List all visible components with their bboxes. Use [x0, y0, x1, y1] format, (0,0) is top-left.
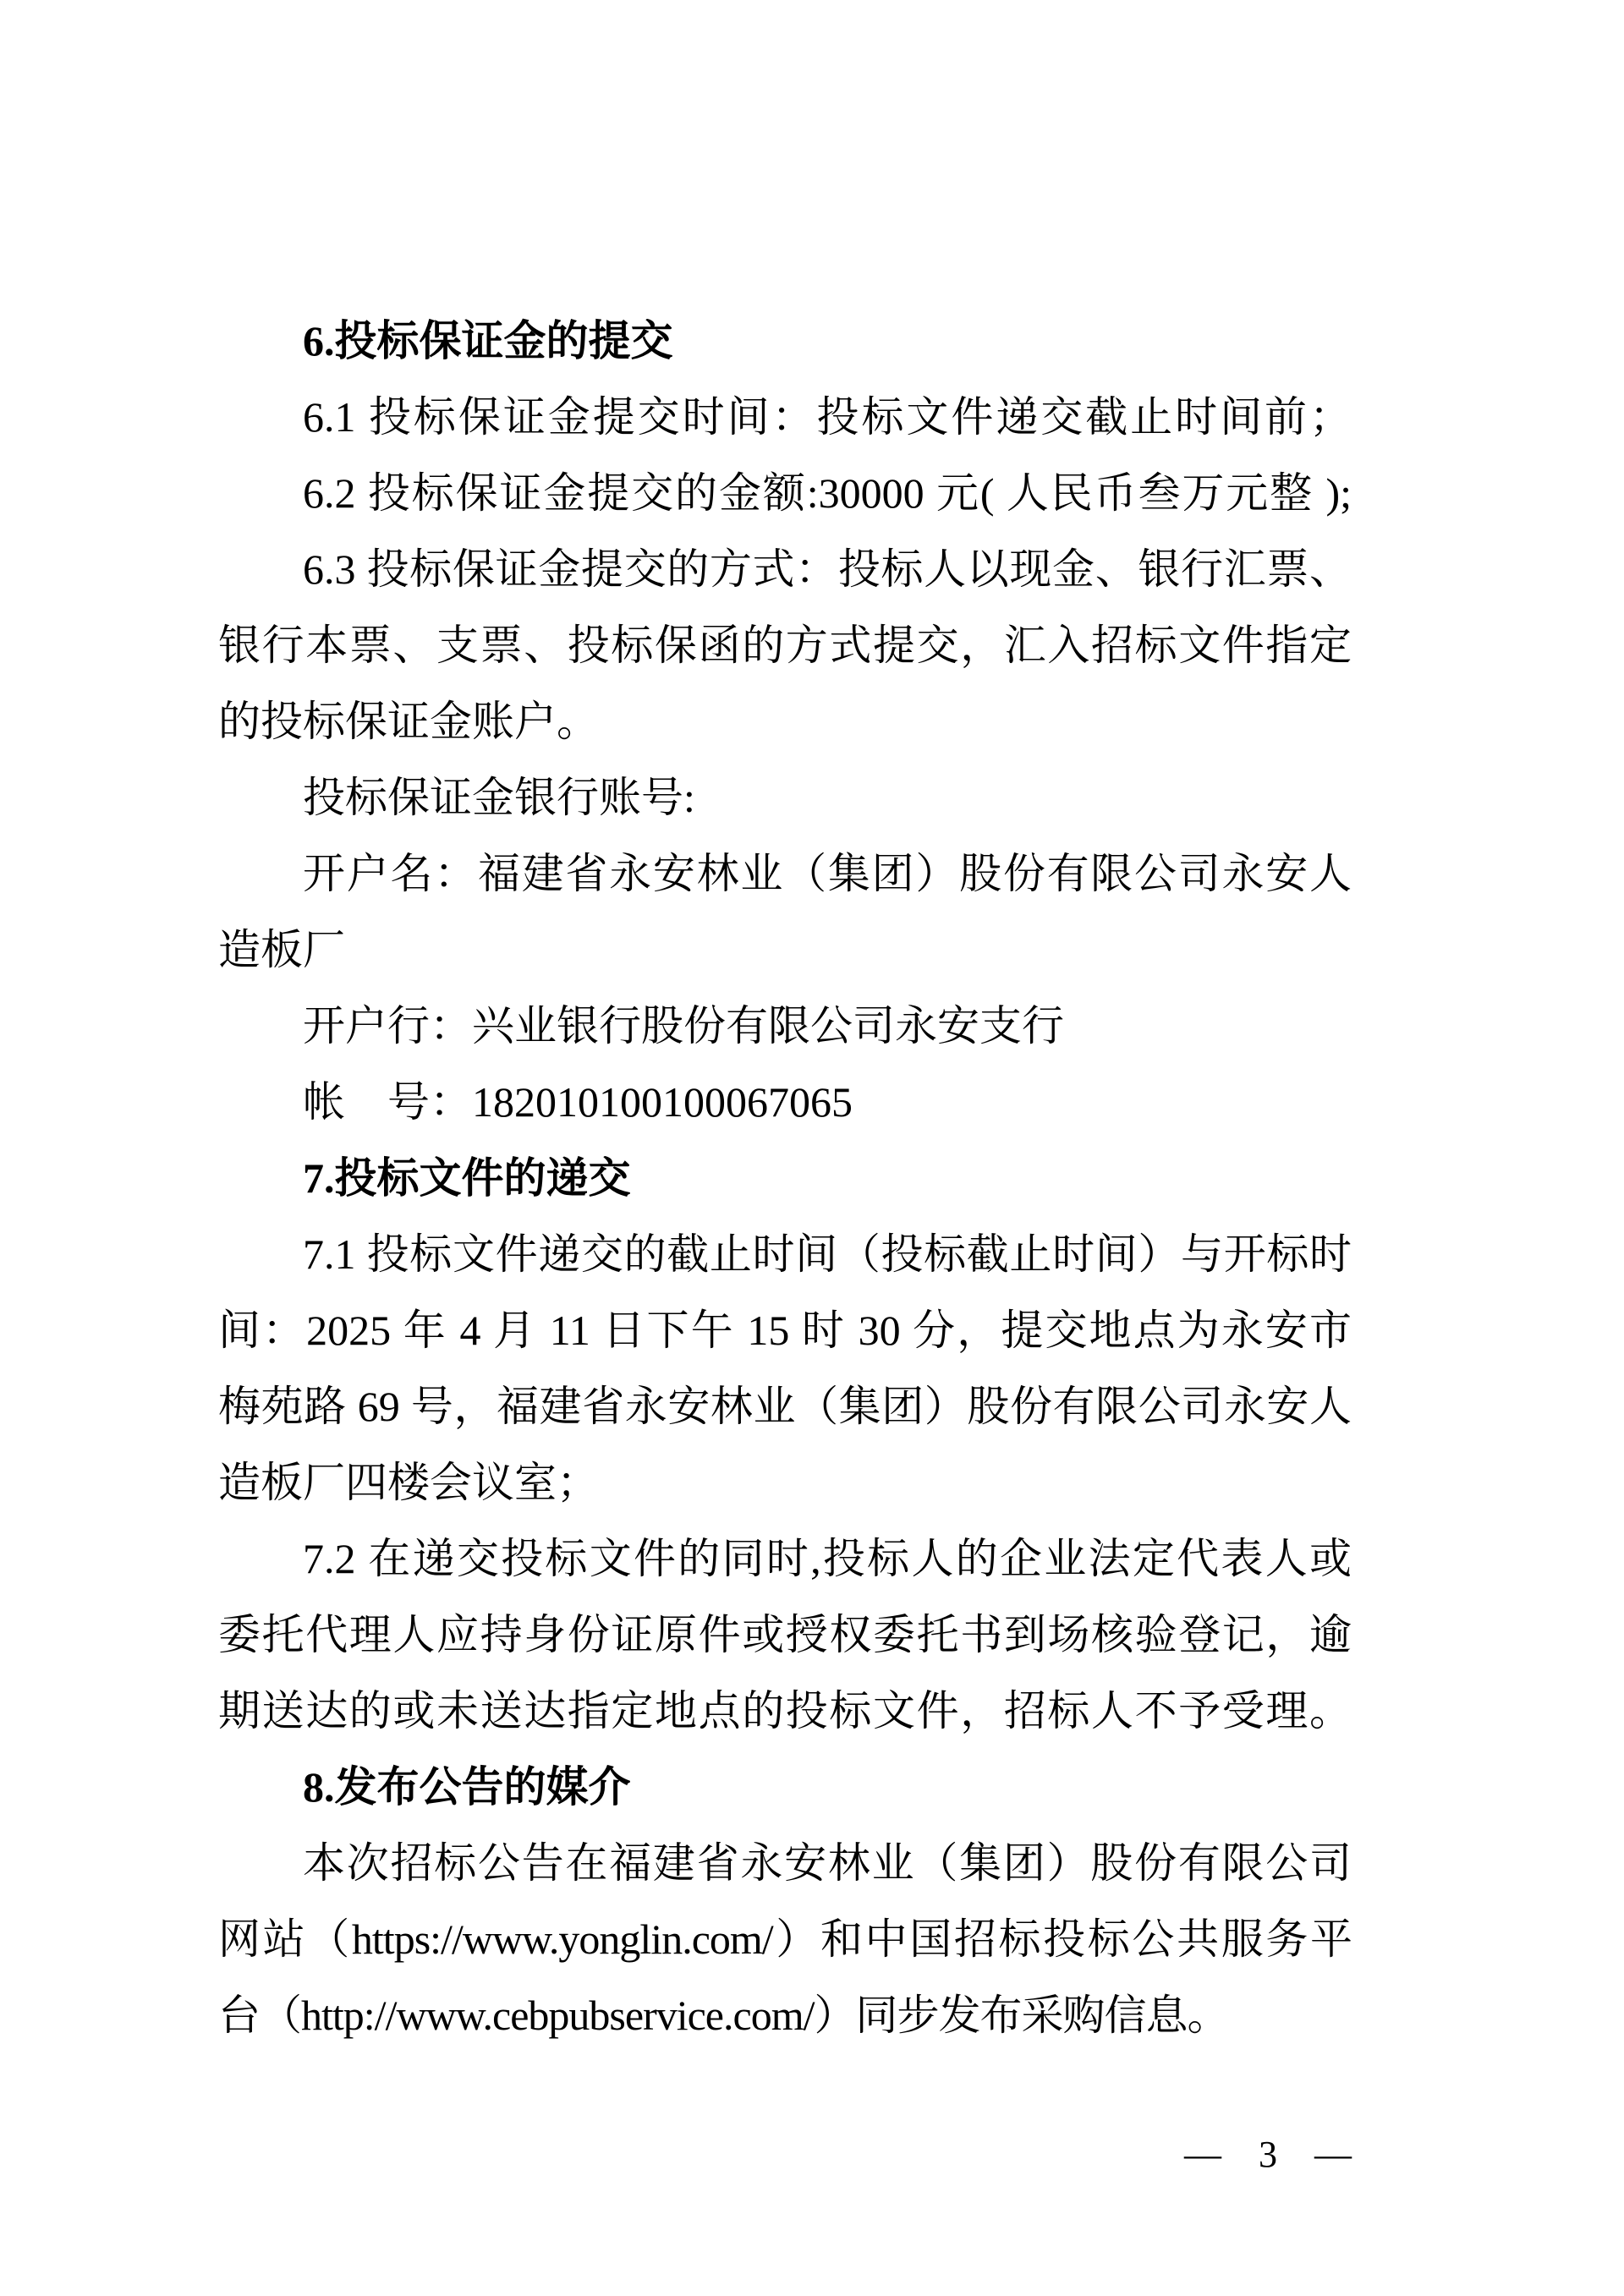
text-line: 网站（https://www.yonglin.com/）和中国招标投标公共服务平	[218, 1915, 1352, 1963]
section-heading: 6.投标保证金的提交	[303, 317, 673, 364]
text-line: 台（http://www.cebpubservice.com/）同步发布采购信息。	[218, 1992, 1229, 2039]
text-line: 6.3 投标保证金提交的方式：投标人以现金、银行汇票、	[303, 545, 1352, 593]
text-line: 7.1 投标文件递交的截止时间（投标截止时间）与开标时	[303, 1230, 1352, 1278]
document-body	[218, 303, 1352, 2053]
text-line: 本次招标公告在福建省永安林业（集团）股份有限公司	[303, 1839, 1352, 1887]
section-heading: 8.发布公告的媒介	[303, 1763, 631, 1811]
text-line: 间：2025 年 4 月 11 日下午 15 时 30 分，提交地点为永安市	[218, 1307, 1352, 1354]
text-line: 6.2 投标保证金提交的金额:30000 元( 人民币叁万元整 );	[303, 469, 1352, 517]
text-line: 7.2 在递交投标文件的同时,投标人的企业法定代表人或	[303, 1535, 1352, 1582]
text-line: 银行本票、支票、投标保函的方式提交，汇入招标文件指定	[218, 622, 1352, 669]
text-line: 委托代理人应持身份证原件或授权委托书到场核验登记，逾	[218, 1611, 1352, 1658]
page-number: — 3 —	[1184, 2134, 1352, 2175]
page-footer	[218, 2127, 1352, 2183]
text-line: 投标保证金银行账号:	[303, 774, 695, 821]
text-line: 期送达的或未送达指定地点的投标文件，招标人不予受理。	[218, 1687, 1352, 1734]
text-line: 的投标保证金账户。	[218, 698, 599, 745]
text-line: 开户行：兴业银行股份有限公司永安支行	[303, 1002, 1064, 1049]
text-line: 6.1 投标保证金提交时间：投标文件递交截止时间前；	[303, 393, 1352, 441]
text-line: 开户名：福建省永安林业（集团）股份有限公司永安人	[303, 850, 1352, 897]
text-line: 帐 号：182010100100067065	[303, 1078, 853, 1126]
text-line: 梅苑路 69 号，福建省永安林业（集团）股份有限公司永安人	[218, 1383, 1352, 1430]
text-line: 造板厂四楼会议室；	[218, 1459, 599, 1506]
text-line: 造板厂	[218, 926, 345, 973]
section-heading: 7.投标文件的递交	[303, 1154, 631, 1202]
